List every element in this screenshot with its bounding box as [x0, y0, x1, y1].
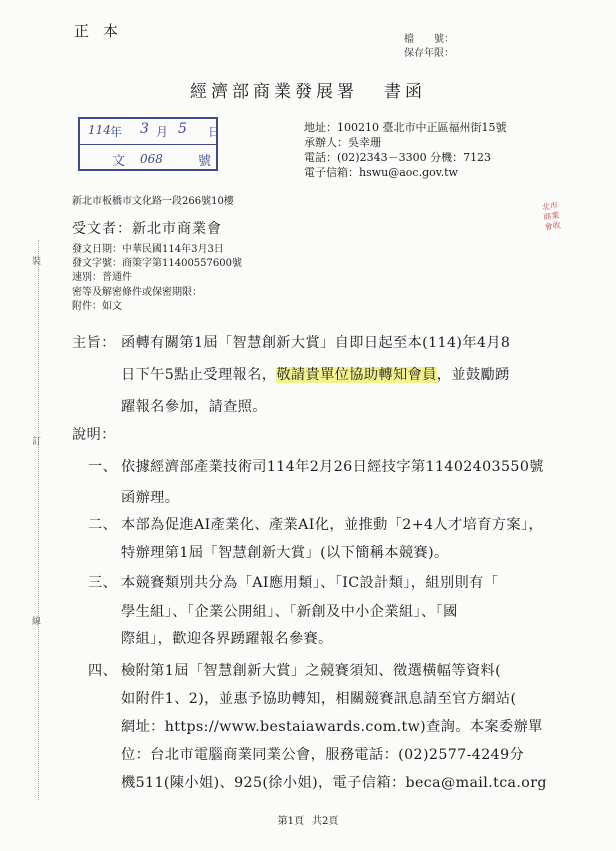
stamp-month-unit: 月: [156, 125, 169, 139]
item-line: 網址：https://www.bestaiawards.com.tw)查詢。本案委辦單: [121, 719, 543, 735]
item-number: 二、: [88, 517, 118, 533]
issue-number: 發文字號：商策字第11400557600號: [72, 258, 242, 269]
stamp-day-unit: 日: [208, 125, 221, 139]
item-line: 函辦理。: [121, 490, 180, 506]
item-number: 一、: [88, 459, 118, 475]
item-line: 位：台北市電腦商業同業公會，服務電話：(02)2577-4249分: [121, 747, 525, 763]
stamp-number: 068: [140, 152, 163, 166]
stamp-year: 114: [88, 123, 111, 137]
binding-line: [38, 240, 42, 800]
stamp-prefix: 文: [112, 154, 126, 169]
item-line: 本部為促進AI產業化、產業AI化，並推動「2+4人才培育方案」，: [121, 517, 544, 533]
stamp-year-unit: 年: [110, 125, 123, 139]
subject-label: 主旨：: [72, 335, 116, 351]
attachment: 附件：如文: [72, 301, 122, 312]
explanation-label: 說明：: [72, 427, 116, 443]
item-number: 三、: [88, 575, 118, 591]
document-title: [0, 77, 616, 102]
item-line: 依據經濟部產業技術司114年2月26日經技字第11402403550號: [121, 459, 544, 475]
contact-handler: 承辦人：吳幸珊: [304, 136, 381, 149]
page-total: 共2頁: [312, 816, 339, 827]
subject-highlight: 敬請貴單位協助轉知會員: [276, 367, 437, 383]
subject-line: [121, 364, 510, 384]
contact-address: 地址：100210 臺北市中正區福州街15號: [304, 121, 507, 134]
recipient: 受文者：新北市商業會: [72, 221, 222, 237]
stamp-day: 5: [178, 121, 187, 137]
agency-name: 經濟部商業發展署: [190, 82, 358, 102]
stamp-number-unit: 號: [198, 154, 212, 169]
document-type: 書函: [384, 82, 426, 102]
contact-phone: 電話：(02)2343－3300 分機：7123: [304, 151, 492, 164]
page-footer: [0, 812, 616, 827]
secrecy: 密等及解密條件或保密期限：: [72, 287, 202, 298]
stamp-divider: [80, 144, 216, 145]
stamp-month: 3: [140, 121, 149, 137]
subject-text: ，並鼓勵踴: [436, 367, 510, 383]
subject-text: 日下午5點止受理報名，: [121, 367, 277, 383]
receipt-stamp: [78, 117, 221, 171]
subject-line: 躍報名參加，請查照。: [121, 399, 267, 415]
seal-line: 商業: [542, 210, 560, 222]
item-line: 檢附第1屆「智慧創新大賞」之競賽須知、徵選橫幅等資料(: [121, 663, 502, 679]
page-number: 第1頁: [277, 816, 304, 827]
issue-date: 發文日期：中華民國114年3月3日: [72, 244, 224, 255]
item-line: 學生組」、「企業公開組」、「新創及中小企業組」、「國: [121, 604, 458, 620]
seal-line: 北市: [541, 200, 559, 212]
seal-line: 會收: [544, 220, 562, 232]
red-seal-stamp: [541, 197, 586, 242]
retention-label: 保存年限：: [404, 48, 454, 59]
copy-label: 正本: [74, 22, 133, 40]
item-number: 四、: [88, 663, 118, 679]
file-number-label: 檔 號：: [404, 34, 454, 45]
item-line: 特辦理第1屆「智慧創新大賞」(以下簡稱本競賽)。: [121, 545, 449, 561]
binding-mark: 線: [32, 617, 42, 627]
item-line: 本競賽類別共分為「AI應用類」、「IC設計類」，組別則有「: [121, 575, 499, 591]
recipient-address: 新北市板橋市文化路一段266號10樓: [72, 196, 234, 207]
item-line: 如附件1、2)，並惠予協助轉知，相關競賽訊息請至官方網站(: [121, 691, 517, 707]
speed: 速別：普通件: [72, 272, 132, 283]
binding-mark: 裝: [32, 257, 42, 267]
item-line: 機511(陳小姐)、925(徐小姐)，電子信箱：beca@mail.tca.org: [121, 775, 547, 791]
binding-mark: 訂: [32, 437, 42, 447]
contact-email: 電子信箱：hswu@aoc.gov.tw: [304, 166, 458, 179]
item-line: 際組」，歡迎各界踴躍報名參賽。: [121, 631, 333, 647]
subject-line: 函轉有關第1屆「智慧創新大賞」自即日起至本(114)年4月8: [121, 335, 511, 351]
